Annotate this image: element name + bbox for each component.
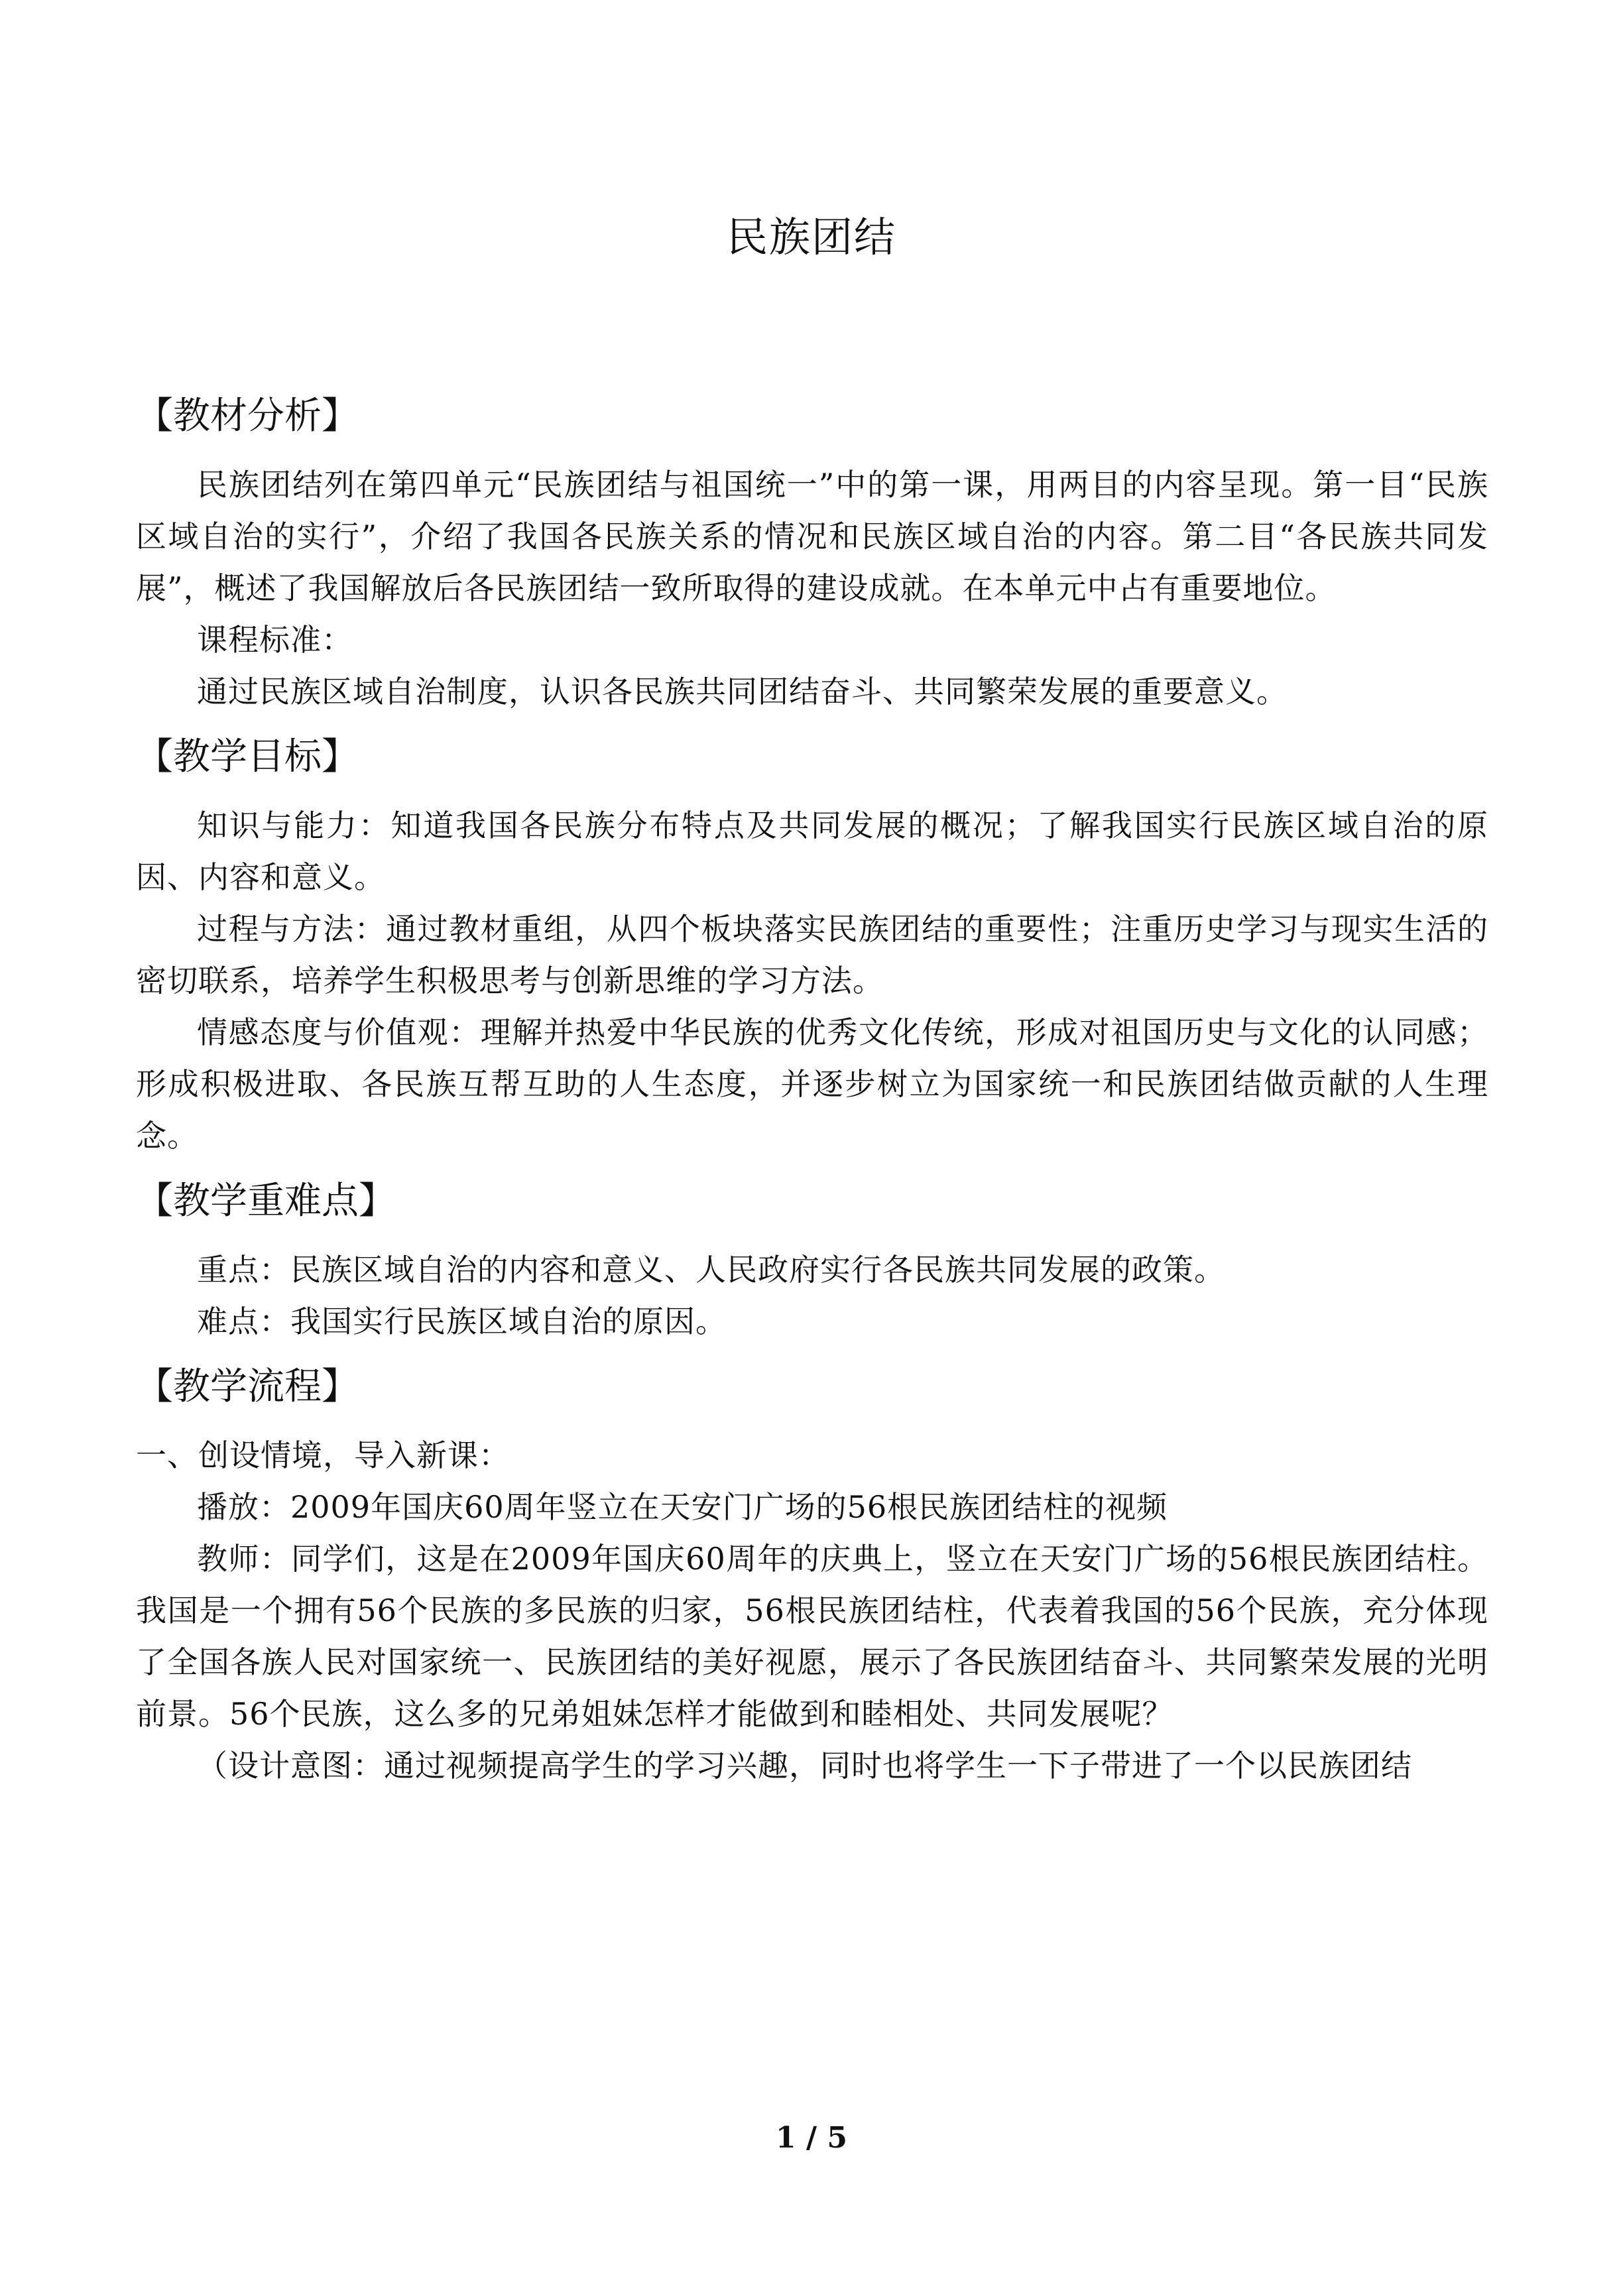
paragraph: 教师：同学们，这是在2009年国庆60周年的庆典上，竖立在天安门广场的56根民族团结柱。我国是一个拥有56个民族的多民族的归家，56根民族团结柱，代表着我国的56个民族，充分体现了全国各族人民对国家统一、民族团结的美好视愿，展示了各民族团结奋斗、共同繁荣发展的光明前景。56个民族，这么多的兄弟姐妹怎样才能做到和睦相处、共同发展呢？ (136, 1541, 1488, 1732)
paragraph: 过程与方法：通过教材重组，从四个板块落实民族团结的重要性；注重历史学习与现实生活的密切联系，培养学生积极思考与创新思维的学习方法。 (136, 911, 1488, 998)
paragraph: 课程标准： (197, 622, 353, 658)
paragraph: （设计意图：通过视频提高学生的学习兴趣，同时也将学生一下子带进了一个以民族团结 (197, 1748, 1412, 1783)
paragraph: 播放：2009年国庆60周年竖立在天安门广场的56根民族团结柱的视频 (197, 1489, 1168, 1525)
section-heading-teaching-goals: 【教学目标】 (136, 735, 359, 778)
section-heading-key-difficult-points: 【教学重难点】 (136, 1179, 396, 1223)
paragraph: 一、创设情境，导入新课： (136, 1437, 510, 1473)
section-heading-teaching-process: 【教学流程】 (136, 1365, 359, 1408)
paragraph: 民族团结列在第四单元“民族团结与祖国统一”中的第一课，用两目的内容呈现。第一目“民族区域自治的实行”，介绍了我国各民族关系的情况和民族区域自治的内容。第二目“各民族共同发展”，概述了我国解放后各民族团结一致所取得的建设成就。在本单元中占有重要地位。 (136, 467, 1488, 606)
section-heading-textbook-analysis: 【教材分析】 (136, 394, 359, 438)
document-body (136, 377, 1488, 1791)
paragraph: 难点：我国实行民族区域自治的原因。 (197, 1303, 727, 1339)
paragraph: 通过民族区域自治制度，认识各民族共同团结奋斗、共同繁荣发展的重要意义。 (197, 674, 1288, 709)
paragraph: 知识与能力：知道我国各民族分布特点及共同发展的概况；了解我国实行民族区域自治的原因、内容和意义。 (136, 808, 1488, 895)
document-title: 民族团结 (726, 213, 896, 261)
page-number: 1 / 5 (776, 2121, 847, 2155)
paragraph: 情感态度与价值观：理解并热爱中华民族的优秀文化传统，形成对祖国历史与文化的认同感；形成积极进取、各民族互帮互助的人生态度，并逐步树立为国家统一和民族团结做贡献的人生理念。 (136, 1014, 1488, 1154)
paragraph: 重点：民族区域自治的内容和意义、人民政府实行各民族共同发展的政策。 (197, 1252, 1225, 1288)
